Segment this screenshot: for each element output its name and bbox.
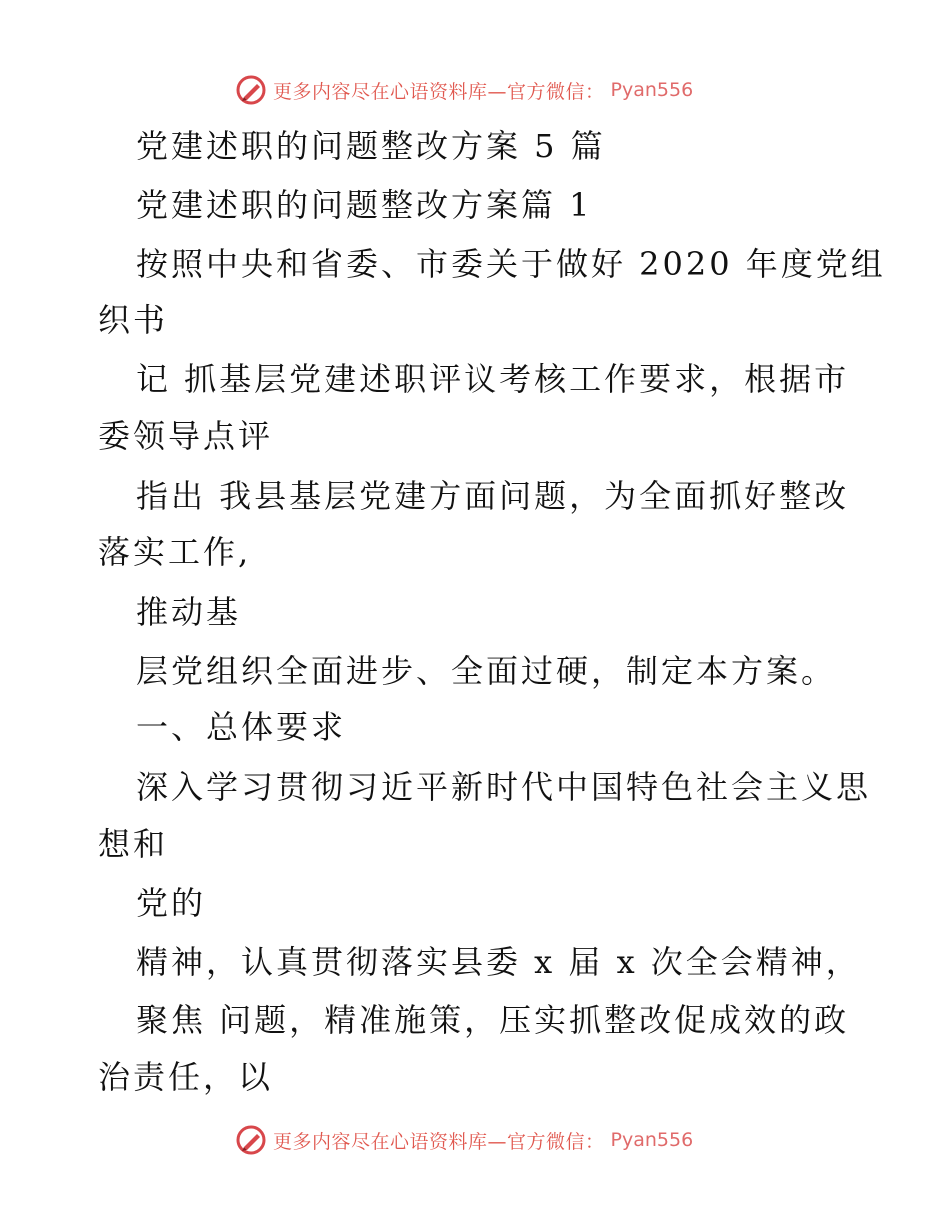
footer-wechat-id: Pyan556	[610, 1129, 694, 1151]
footer-watermark	[235, 1122, 693, 1158]
doc-line: 织书	[98, 301, 169, 339]
doc-line: 推动基	[136, 593, 242, 631]
doc-line: 落实工作,	[98, 533, 252, 571]
doc-line: 精神，认真贯彻落实县委 x 届 x 次全会精神，	[136, 943, 861, 981]
header-watermark-text: 更多内容尽在心语资料库—官方微信：	[273, 80, 605, 103]
doc-subtitle: 党建述职的问题整改方案篇 1	[136, 186, 593, 224]
pen-logo-icon	[235, 1124, 267, 1156]
doc-line: 深入学习贯彻习近平新时代中国特色社会主义思	[136, 768, 872, 806]
doc-line: 党的	[136, 884, 207, 922]
doc-line: 记 抓基层党建述职评议考核工作要求，根据市	[136, 360, 850, 398]
doc-line: 按照中央和省委、市委关于做好 2020 年度党组	[136, 245, 886, 283]
header-wechat-id: Pyan556	[610, 79, 694, 101]
doc-line: 治责任，以	[98, 1058, 274, 1096]
section-heading: 一、总体要求	[136, 708, 347, 746]
doc-title: 党建述职的问题整改方案 5 篇	[136, 127, 606, 165]
header-watermark	[235, 72, 693, 108]
doc-line: 想和	[98, 825, 169, 863]
doc-line: 聚焦 问题，精准施策，压实抓整改促成效的政	[136, 1001, 850, 1039]
doc-line: 层党组织全面进步、全面过硬，制定本方案。	[136, 652, 837, 690]
pen-logo-icon	[235, 74, 267, 106]
doc-line: 指出 我县基层党建方面问题，为全面抓好整改	[136, 477, 850, 515]
doc-line: 委领导点评	[98, 417, 274, 455]
footer-watermark-text: 更多内容尽在心语资料库—官方微信：	[273, 1130, 605, 1153]
